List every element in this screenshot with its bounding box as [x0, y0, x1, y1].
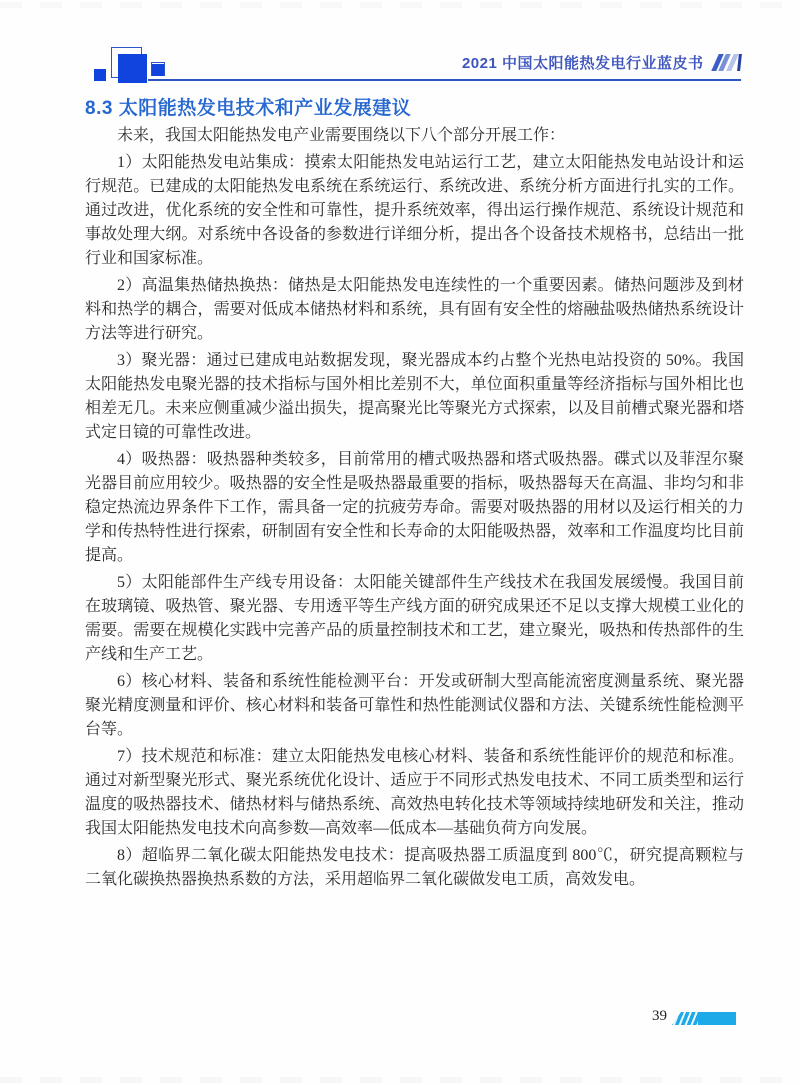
item-paragraph-7: 7）技术规范和标准：建立太阳能热发电核心材料、装备和系统性能评价的规范和标准。通过对新型聚光形式、聚光系统优化设计、适应于不同形式热发电技术、不同工质类型和运行温度的吸热器技术、储热材料与储热系统、高效热电转化技术等领域持续地研发和关注，推动我国太阳能热发电技术向高参数—高效率—低成本—基础负荷方向发展。	[85, 748, 744, 837]
item-paragraph-8: 8）超临界二氧化碳太阳能热发电技术：提高吸热器工质温度到 800℃，研究提高颗粒与二氧化碳换热器换热系数的方法，采用超临界二氧化碳做发电工质，高效发电。	[85, 847, 744, 888]
scan-artifact-top	[0, 2, 800, 8]
footer-bar-icon	[672, 1012, 736, 1025]
page-header	[462, 52, 741, 73]
item-paragraph-5: 5）太阳能部件生产线专用设备：太阳能关键部件生产线技术在我国发展缓慢。我国目前在玻璃镜、吸热管、聚光器、专用透平等生产线方面的研究成果还不足以支撑大规模工业化的需要。需要在规模化实践中完善产品的质量控制技术和工艺，建立聚光，吸热和传热部件的生产线和生产工艺。	[85, 574, 744, 663]
header-divider	[148, 79, 741, 81]
logo-small-square-left	[94, 69, 106, 81]
item-paragraph-1: 1）太阳能热发电站集成：摸索太阳能热发电站运行工艺，建立太阳能热发电站设计和运行规范。已建成的太阳能热发电系统在系统运行、系统改进、系统分析方面进行扎实的工作。通过改进，优化系统的安全性和可靠性，提升系统效率，得出运行操作规范、系统设计规范和事故处理大纲。对系统中各设备的参数进行详细分析，提出各个设备技术规格书，总结出一批行业和国家标准。	[85, 154, 744, 267]
item-paragraph-4: 4）吸热器：吸热器种类较多，目前常用的槽式吸热器和塔式吸热器。碟式以及菲涅尔聚光器目前应用较少。吸热器的安全性是吸热器最重要的指标，吸热器每天在高温、非均匀和非稳定热流边界条件下工作，需具备一定的抗疲劳寿命。需要对吸热器的用材以及运行相关的力学和传热特性进行探索，研制固有安全性和长寿命的太阳能吸热器，效率和工作温度均比目前提高。	[85, 451, 744, 564]
item-paragraph-6: 6）核心材料、装备和系统性能检测平台：开发或研制大型高能流密度测量系统、聚光器聚光精度测量和评价、核心材料和装备可靠性和热性能测试仪器和方法、关键系统性能检测平台等。	[85, 673, 744, 738]
item-paragraph-2: 2）高温集热储热换热：储热是太阳能热发电连续性的一个重要因素。储热问题涉及到材料和热学的耦合，需要对低成本储热材料和系统，具有固有安全性的熔融盐吸热储热系统设计方法等进行研究。	[85, 277, 744, 342]
intro-paragraph: 未来，我国太阳能热发电产业需要围绕以下八个部分开展工作：	[117, 127, 566, 144]
logo-filled-square	[118, 54, 147, 83]
section-title: 8.3 太阳能热发电技术和产业发展建议	[85, 98, 412, 119]
booklet-title: 2021 中国太阳能热发电行业蓝皮书	[461, 55, 704, 72]
logo-small-square-right	[152, 64, 164, 76]
item-paragraph-3: 3）聚光器：通过已建成电站数据发现，聚光器成本约占整个光热电站投资的 50%。我国太阳能热发电聚光器的技术指标与国外相比差别不大，单位面积重量等经济指标与国外相比也相差无几。未来应侧重减少溢出损失，提高聚光比等聚光方式探索，以及目前槽式聚光器和塔式定日镜的可靠性改进。	[85, 352, 744, 441]
slash-end-bar	[737, 54, 742, 71]
article-body	[85, 124, 744, 892]
slashes-icon	[715, 54, 742, 71]
page-number: 39	[652, 1008, 667, 1024]
scan-artifact-bottom	[0, 1077, 800, 1083]
